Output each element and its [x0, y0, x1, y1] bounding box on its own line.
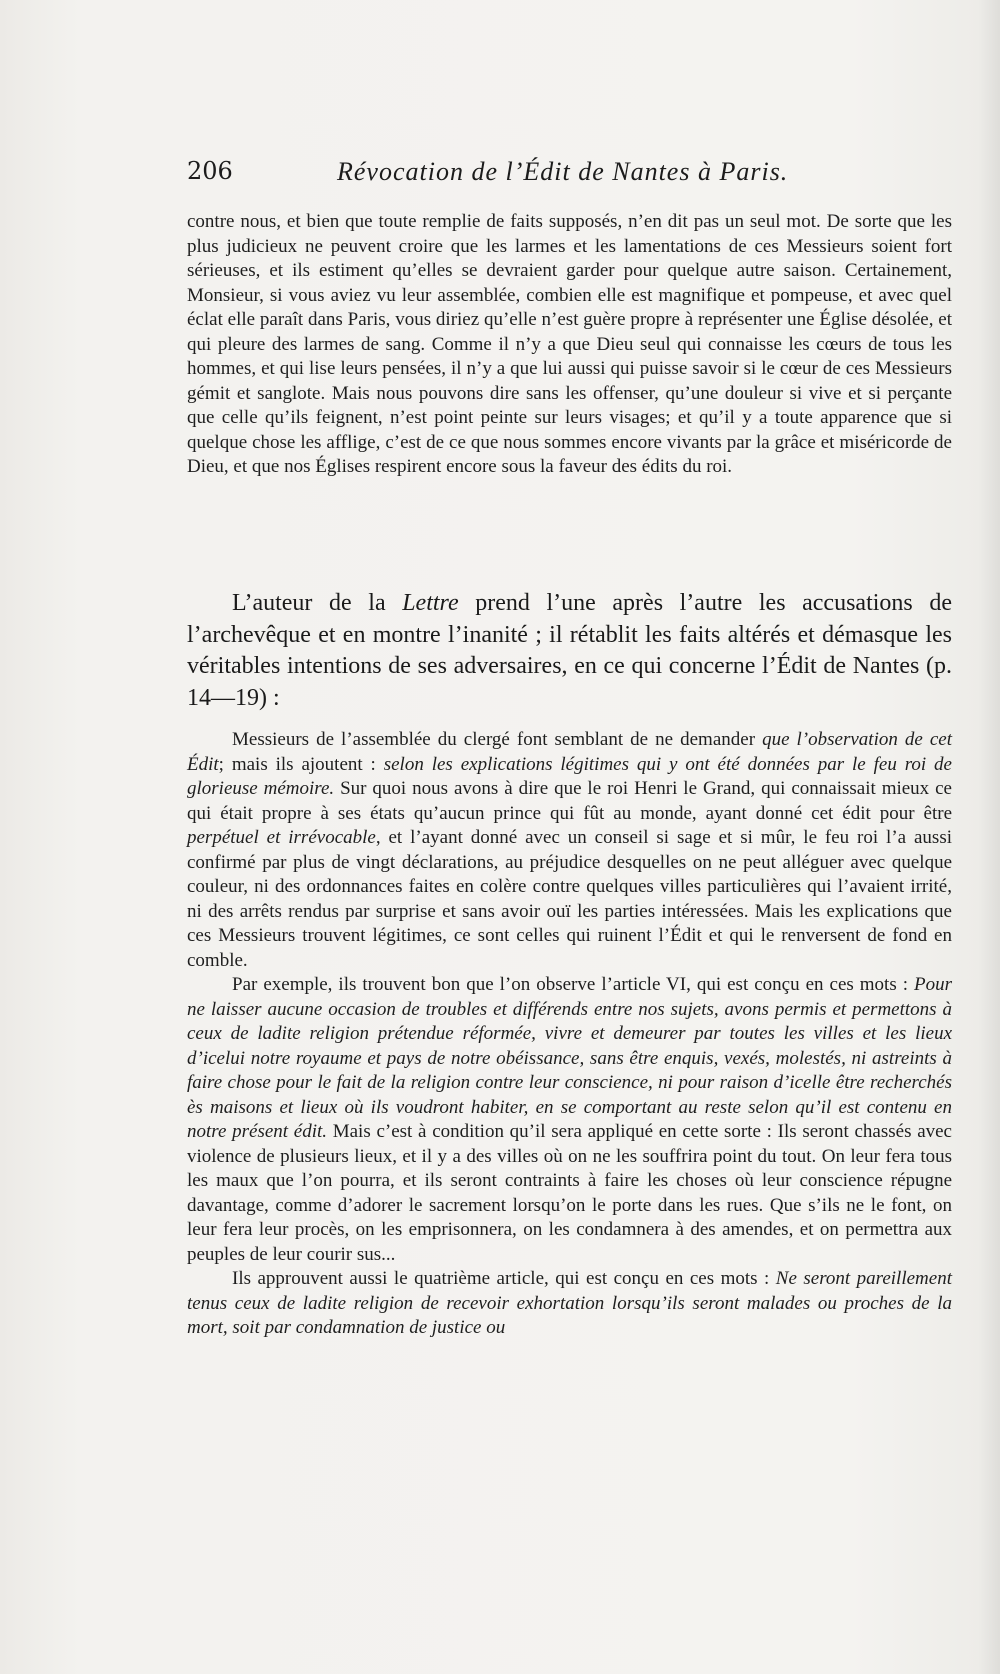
- text-run: Messieurs de l’assemblée du clergé font semblant de ne demander: [232, 729, 763, 750]
- italic-run: Pour ne laisser aucune occasion de troubles et différends entre nos sujets, avons permis et permettons à ceux de ladite religion prétendue réformée, vivre et demeurer par toutes les villes et les lieux d’icelui notre royaume et pays de notre obéissance, sans être enquis, vexés, molestés, ni astreints à faire chose pour le fait de la religion contre leur conscience, ni pour raison d’icelle être recherchés ès maisons et lieux où ils voudront habiter, en se comportant au reste selon qu’il est contenu en notre présent édit.: [187, 974, 952, 1142]
- text-run: Sur quoi nous avons à dire que le roi Henri le Grand, qui connaissait mieux ce qui était propre à ses états qu’aucun prince qui fût au monde, ayant donné cet édit pour être: [187, 778, 952, 824]
- text-run: prend l’une après l’autre les accusations de l’archevêque et en montre l’inanité ; il rétablit les faits altérés et démasque les véritables intentions de ses adversaires, en ce qui concerne l’Édit de Nantes (p. 14—19) :: [187, 590, 953, 711]
- text-run: ; mais ils ajoutent :: [218, 753, 384, 775]
- italic-run: perpétuel et irrévocable: [187, 827, 376, 848]
- italic-run: selon les explications légitimes qui y ont été données par le feu roi de glorieuse mémoire.: [187, 753, 952, 799]
- paragraph: [187, 973, 952, 1267]
- author-commentary: [187, 588, 952, 714]
- quoted-letter-excerpt: [187, 728, 952, 1341]
- page-number: 206: [187, 157, 233, 185]
- text-run: Ils approuvent aussi le quatrième article, qui est conçu en ces mots :: [232, 1268, 776, 1289]
- paragraph: [187, 728, 952, 973]
- page-header: [187, 157, 947, 197]
- text-run: Par exemple, ils trouvent bon que l’on observe l’article VI, qui est conçu en ces mots :: [232, 974, 914, 995]
- paragraph: contre nous, et bien que toute remplie de faits supposés, n’en dit pas un seul mot. De sorte que les plus judicieux ne peuvent croire que les larmes et les lamentations de ces Messieurs soient fort sérieuses, et ils estiment qu’elles se devraient garder pour quelque autre saison. Certainement, Monsieur, si vous aviez vu leur assemblée, combien elle est magnifique et pompeuse, et avec quel éclat elle paraît dans Paris, vous diriez qu’elle n’est guère propre à représenter une Église désolée, et qui pleure des larmes de sang. Comme il n’y a que Dieu seul qui connaisse les cœurs de tous les hommes, et qui lise leurs pensées, il n’y a que lui aussi qui puisse savoir si le cœur de ces Messieurs gémit et sanglote. Mais nous pouvons dire sans les offenser, qu’une douleur si vive et si perçante que celle qu’ils feignent, n’est point peinte sur leurs visages; et qu’il y a toute apparence que si quelque chose les afflige, c’est de ce que nous sommes encore vivants par la grâce et miséricorde de Dieu, et que nos Églises respirent encore sous la faveur des édits du roi.: [187, 211, 952, 477]
- italic-run: Ne seront pareillement tenus ceux de ladite religion de recevoir exhortation lorsqu’ils seront malades ou proches de la mort, soit par condamnation de justice ou: [187, 1268, 952, 1338]
- text-run: , et l’ayant donné avec un conseil si sage et si mûr, le feu roi l’a aussi confirmé par plus de vingt déclarations, au préjudice desquelles on ne peut alléguer avec quelque couleur, ni des ordonnances faites en colère contre quelques villes particulières qui l’avaient irrité, ni des arrêts rendus par surprise et sans avoir ouï les parties intéressées. Mais les explications que ces Messieurs trouvent légitimes, ce sont celles qui ruinent l’Édit et qui le renversent de fond en comble.: [187, 827, 952, 971]
- quoted-letter-continuation: [187, 210, 952, 480]
- italic-run: Lettre: [402, 590, 459, 616]
- text-run: Mais c’est à condition qu’il sera appliqué en cette sorte : Ils seront chassés avec violence de plusieurs lieux, et il y a des villes où on ne les souffrira point du tout. On leur fera tous les maux que l’on pourra, et ils seront contraints à faire les choses où leur conscience répugne davantage, comme d’adorer le sacrement lorsqu’on le porte dans les rues. Que s’ils ne le font, on leur fera leur procès, on les emprisonnera, on les condamnera à des amendes, et on permettra aux peuples de leur courir sus...: [187, 1121, 952, 1265]
- binding-shadow: [978, 0, 1000, 1674]
- text-run: L’auteur de la: [232, 590, 403, 616]
- running-title: Révocation de l’Édit de Nantes à Paris.: [337, 157, 789, 186]
- commentary-paragraph: [187, 588, 952, 714]
- paragraph: [187, 1267, 952, 1341]
- italic-run: que l’observation de cet Édit: [187, 729, 952, 775]
